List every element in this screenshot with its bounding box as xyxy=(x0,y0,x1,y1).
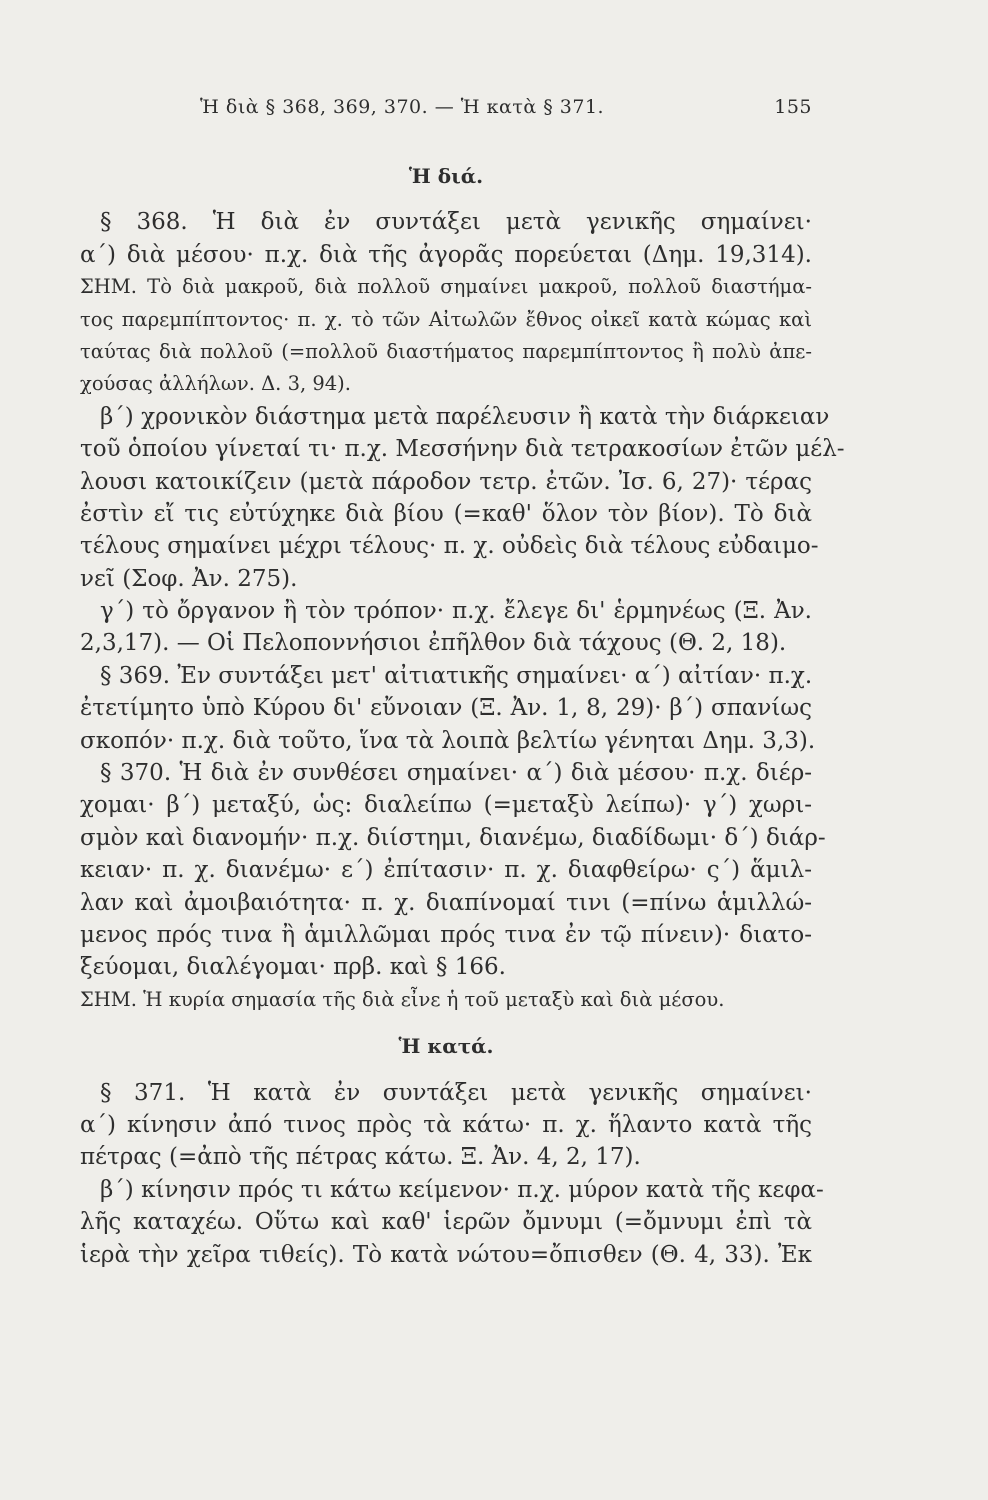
text-line: α΄) διὰ μέσου· π.χ. διὰ τῆς ἀγορᾶς πορεύεται (Δημ. 19,314). xyxy=(80,241,812,268)
text-line: § 368. Ἡ διὰ ἐν συντάξει μετὰ γενικῆς σημαίνει· xyxy=(100,209,812,236)
text-line: β΄) κίνησιν πρός τι κάτω κείμενον· π.χ. μύρον κατὰ τῆς κεφα- xyxy=(100,1176,824,1203)
note-line: ταύτας διὰ πολλοῦ (=πολλοῦ διαστήματος παρεμπίπτοντος ἢ πολὺ ἀπε- xyxy=(80,339,812,363)
text-line: χομαι· β΄) μεταξύ, ὡς: διαλείπω (=μεταξὺ λείπω)· γ΄) χωρι- xyxy=(80,792,812,819)
text-line: § 370. Ἡ διὰ ἐν συνθέσει σημαίνει· α΄) διὰ μέσου· π.χ. διέρ- xyxy=(100,760,812,787)
text-line: σκοπόν· π.χ. διὰ τοῦτο, ἵνα τὰ λοιπὰ βελτίω γένηται Δημ. 3,3). xyxy=(80,727,816,754)
note-line: ΣΗΜ. Τὸ διὰ μακροῦ, διὰ πολλοῦ σημαίνει μακροῦ, πολλοῦ διαστήμα- xyxy=(80,275,812,299)
page-body xyxy=(80,160,845,1271)
text-line: λουσι κατοικίζειν (μετὰ πάροδον τετρ. ἐτῶν. Ἰσ. 6, 27)· τέρας xyxy=(80,468,812,495)
text-line: λῆς καταχέω. Οὕτω καὶ καθ' ἱερῶν ὄμνυμι (=ὄμνυμι ἐπὶ τὰ xyxy=(80,1209,812,1236)
text-line: τέλους σημαίνει μέχρι τέλους· π. χ. οὐδεὶς διὰ τέλους εὐδαιμο- xyxy=(80,533,819,560)
text-line: τοῦ ὁποίου γίνεταί τι· π.χ. Μεσσήνην διὰ τετρακοσίων ἐτῶν μέλ- xyxy=(80,436,845,463)
text-line: νεῖ (Σοφ. Ἀν. 275). xyxy=(80,565,298,592)
text-line: β΄) χρονικὸν διάστημα μετὰ παρέλευσιν ἢ κατὰ τὴν διάρκειαν xyxy=(100,403,830,430)
page-header xyxy=(200,96,812,126)
text-line: α΄) κίνησιν ἀπό τινος πρὸς τὰ κάτω· π. χ. ἥλαντο κατὰ τῆς xyxy=(80,1111,812,1138)
text-line: ἐτετίμητο ὑπὸ Κύρου δι' εὔνοιαν (Ξ. Ἀν. 1, 8, 29)· β΄) σπανίως xyxy=(80,695,812,722)
text-line: σμὸν καὶ διανομήν· π.χ. διίστημι, διανέμω, διαδίδωμι· δ΄) διάρ- xyxy=(80,824,826,851)
text-line: § 371. Ἡ κατὰ ἐν συντάξει μετὰ γενικῆς σημαίνει· xyxy=(100,1079,812,1106)
text-line: ἐστὶν εἴ τις εὐτύχηκε διὰ βίου (=καθ' ὅλον τὸν βίον). Τὸ διὰ xyxy=(80,500,812,527)
running-head: Ἡ διὰ § 368, 369, 370. — Ἡ κατὰ § 371. xyxy=(200,96,605,118)
page-number: 155 xyxy=(774,96,812,118)
text-line: μενος πρός τινα ἢ ἁμιλλῶμαι πρός τινα ἐν τῷ πίνειν)· διατο- xyxy=(80,921,812,948)
text-line: § 369. Ἐν συντάξει μετ' αἰτιατικῆς σημαίνει· α΄) αἰτίαν· π.χ. xyxy=(100,662,813,689)
text-line: γ΄) τὸ ὄργανον ἢ τὸν τρόπον· π.χ. ἔλεγε δι' ἑρμηνέως (Ξ. Ἀν. xyxy=(100,598,812,625)
note-line: χούσας ἀλλήλων. Δ. 3, 94). xyxy=(80,372,351,396)
text-line: κειαν· π. χ. διανέμω· ε΄) ἐπίτασιν· π. χ. διαφθείρω· ς΄) ἅμιλ- xyxy=(80,857,812,884)
text-line: λαν καὶ ἀμοιβαιότητα· π. χ. διαπίνομαί τινι (=πίνω ἁμιλλώ- xyxy=(80,889,812,916)
text-line: ἱερὰ τὴν χεῖρα τιθείς). Τὸ κατὰ νώτου=ὄπισθεν (Θ. 4, 33). Ἐκ xyxy=(80,1241,812,1268)
note-line: ΣΗΜ. Ἡ κυρία σημασία τῆς διὰ εἶνε ἡ τοῦ μεταξὺ καὶ διὰ μέσου. xyxy=(80,987,725,1011)
text-line: 2,3,17). — Οἱ Πελοποννήσιοι ἐπῆλθον διὰ τάχους (Θ. 2, 18). xyxy=(80,630,787,657)
section-title-kata: Ἡ κατά. xyxy=(398,1034,494,1059)
text-line: ξεύομαι, διαλέγομαι· πρβ. καὶ § 166. xyxy=(80,954,506,981)
note-line: τος παρεμπίπτοντος· π. χ. τὸ τῶν Αἰτωλῶν ἔθνος οἰκεῖ κατὰ κώμας καὶ xyxy=(80,307,812,331)
text-line: πέτρας (=ἀπὸ τῆς πέτρας κάτω. Ξ. Ἀν. 4, 2, 17). xyxy=(80,1144,641,1171)
section-title-dia: Ἡ διά. xyxy=(408,164,484,188)
